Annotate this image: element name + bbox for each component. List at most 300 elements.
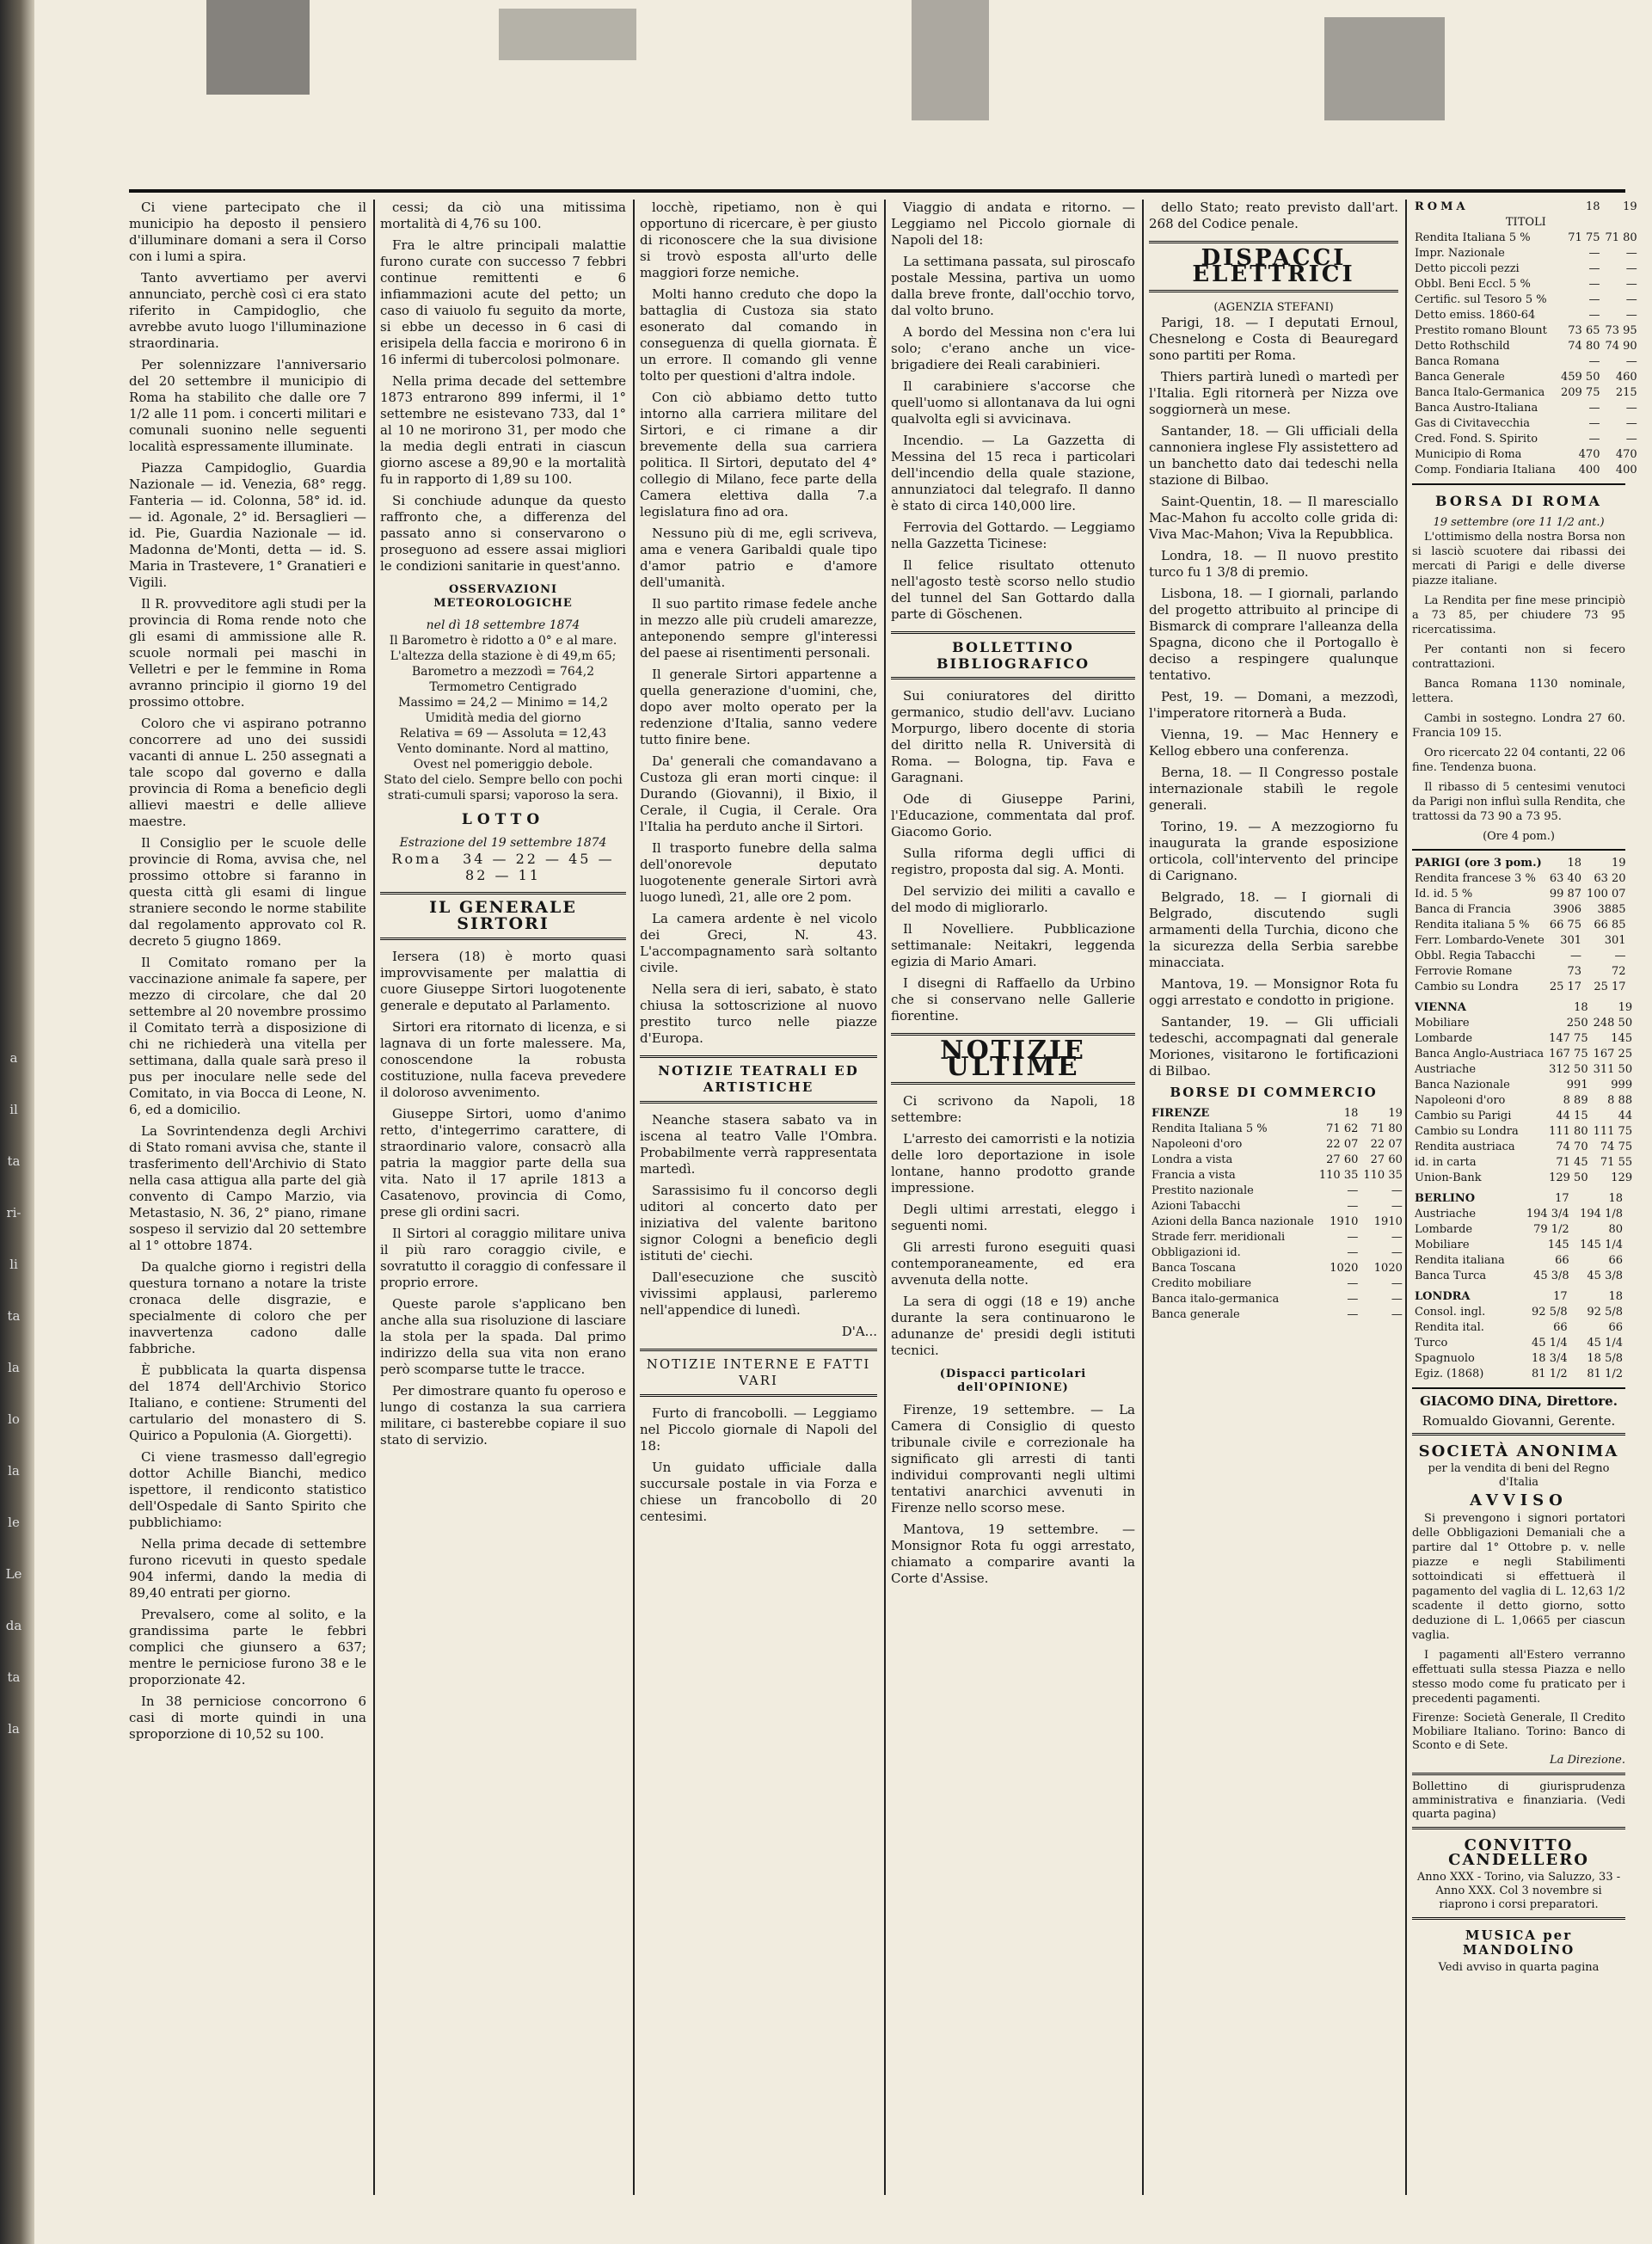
parigi-row bbox=[1412, 887, 1629, 902]
security-name: Consol. ingl. bbox=[1415, 1306, 1486, 1319]
margin-fragment: ta bbox=[7, 1308, 21, 1324]
meteo-line: Massimo = 24,2 — Minimo = 14,2 bbox=[398, 696, 608, 710]
roma-row bbox=[1412, 261, 1640, 277]
price-cell: 8 88 bbox=[1607, 1094, 1633, 1107]
price-cell: 74 70 bbox=[1556, 1140, 1588, 1153]
top-bleed-marks bbox=[138, 0, 1600, 129]
parigi-row bbox=[1412, 902, 1629, 918]
price-cell: 470 bbox=[1578, 448, 1600, 461]
bollettino-paragraph: Sulla riforma degli uffici di registro, proposta dal sig. A. Monti. bbox=[891, 845, 1135, 877]
security-name: Id. id. 5 % bbox=[1415, 888, 1473, 901]
lotto-date: Estrazione del 19 settembre 1874 bbox=[399, 836, 607, 850]
article-paragraph: Si conchiude adunque da questo raffronto che, a differenza del passato anno si conservarono o proseguono ad essere assai migliori le condizioni sanitarie in quest'anno. bbox=[380, 493, 626, 574]
borse-row bbox=[1149, 1153, 1405, 1168]
security-name: Union-Bank bbox=[1415, 1171, 1482, 1184]
article-paragraph: Piazza Campidoglio, Guardia Nazionale — id. Venezia, 68° regg. Fanteria — id. Colonna, 58° id. id. — id. Agonale, 2° id. Bersaglieri — id. Pie, Guardia Nazionale — id. Madonna de'Monti, detta — id. S. Maria in Trastevere, 1° Granatieri e Vigili. bbox=[129, 460, 366, 590]
margin-fragment: da bbox=[5, 1618, 22, 1633]
parigi-title: PARIGI (ore 3 pom.) bbox=[1415, 857, 1542, 870]
article-paragraph: Il trasporto funebre della salma dell'onorevole deputato luogotenente generale Sirtori avrà luogo lunedì, 21, alle ore 2 pom. bbox=[640, 840, 877, 905]
price-cell: — bbox=[1588, 309, 1600, 322]
sirtori-headline: IL GENERALE SIRTORI bbox=[380, 892, 626, 940]
sirtori-paragraph: Iersera (18) è morto quasi improvvisamente per malattia di cuore Giuseppe Sirtori luogotenente generale e deputato al Parlamento. bbox=[380, 949, 626, 1013]
price-cell: 209 75 bbox=[1560, 386, 1600, 399]
article-paragraph: Prevalsero, come al solito, e la grandissima parte le febbri complici che giunsero a 637; mentre le perniciose furono 38 e le proporzionate 42. bbox=[129, 1607, 366, 1688]
price-cell: 110 35 bbox=[1363, 1169, 1403, 1182]
borse-row bbox=[1149, 1245, 1405, 1261]
security-name: Obbl. Regia Tabacchi bbox=[1415, 950, 1536, 962]
price-cell: — bbox=[1588, 402, 1600, 415]
security-name: Lombarde bbox=[1415, 1223, 1473, 1236]
article-paragraph: Il felice risultato ottenuto nell'agosto testè scorso nello studio del tunnel del San Gottardo dalla parte di Göschenen. bbox=[891, 557, 1135, 622]
vienna-row bbox=[1412, 1016, 1635, 1031]
borsa-date: 19 settembre (ore 11 1/2 ant.) bbox=[1433, 516, 1605, 529]
security-name: Mobiliare bbox=[1415, 1017, 1470, 1030]
margin-fragment: Le bbox=[5, 1566, 22, 1582]
article-paragraph: Molti hanno creduto che dopo la battaglia di Custoza sia stato esonerato dal comando in conseguenza di quella giornata. È un errore. Il comando gli venne tolto per questioni d'altra indole. bbox=[640, 286, 877, 384]
column-divider bbox=[633, 200, 635, 2195]
price-cell: — bbox=[1347, 1184, 1359, 1197]
price-cell: 66 bbox=[1608, 1321, 1623, 1334]
berlino-row bbox=[1412, 1222, 1625, 1238]
ultime-paragraph: Ci scrivono da Napoli, 18 settembre: bbox=[891, 1093, 1135, 1125]
price-cell: — bbox=[1625, 293, 1637, 306]
article-paragraph: Da' generali che comandavano a Custoza gli eran morti cinque: il Durando (Giovanni), il Bixio, il Cerale, il Cugia, il Cerale. Ora l'Italia ha perduto anche il Sirtori. bbox=[640, 753, 877, 834]
article-paragraph: È pubblicata la quarta dispensa del 1874 dell'Archivio Storico Italiano, e contiene: Strumenti del cartulario del monastero di S. Quirico a Populonia (A. Giorgetti). bbox=[129, 1362, 366, 1443]
roma-row bbox=[1412, 401, 1640, 416]
price-cell: 71 45 bbox=[1556, 1156, 1588, 1169]
article-paragraph: Incendio. — La Gazzetta di Messina del 15 reca i particolari dell'incendio della quale stazione, annunziatoci dal telegrafo. Il danno è stato di circa 140,000 lire. bbox=[891, 433, 1135, 513]
price-cell: 72 bbox=[1611, 965, 1626, 978]
price-cell: 71 80 bbox=[1605, 231, 1637, 244]
security-name: Banca Italo-Germanica bbox=[1415, 386, 1545, 399]
berlino-row bbox=[1412, 1269, 1625, 1284]
borse-row bbox=[1149, 1122, 1405, 1137]
parigi-table bbox=[1412, 856, 1629, 995]
article-paragraph: Ci viene partecipato che il municipio ha deposto il pensiero d'illuminare domani a sera il Corso con i lumi a spira. bbox=[129, 200, 366, 264]
column-6 bbox=[1412, 200, 1637, 2195]
lotto-title: LOTTO bbox=[461, 811, 545, 828]
parigi-row bbox=[1412, 949, 1629, 964]
londra-title: LONDRA bbox=[1415, 1290, 1471, 1303]
londra-row bbox=[1412, 1351, 1625, 1367]
price-cell: — bbox=[1625, 247, 1637, 260]
vienna-row bbox=[1412, 1062, 1635, 1078]
musica-title: MUSICA per MANDOLINO bbox=[1462, 1927, 1575, 1958]
vienna-row bbox=[1412, 1093, 1635, 1109]
convitto-text: Anno XXX - Torino, via Saluzzo, 33 - Anno XXX. Col 3 novembre si riaprono i corsi preparatori. bbox=[1416, 1871, 1621, 1911]
londra-col-header: 17 bbox=[1553, 1290, 1568, 1303]
price-cell: 400 bbox=[1615, 464, 1637, 476]
ultime-paragraph: Degli ultimi arrestati, eleggo i seguenti nomi. bbox=[891, 1202, 1135, 1233]
ultime-headline: NOTIZIE ULTIME bbox=[891, 1033, 1135, 1085]
parigi-row bbox=[1412, 980, 1629, 995]
roma-table bbox=[1412, 200, 1640, 478]
security-name: Lombarde bbox=[1415, 1032, 1473, 1045]
article-paragraph: cessi; da ciò una mitissima mortalità di 4,76 su 100. bbox=[380, 200, 626, 231]
margin-fragment: ta bbox=[7, 1153, 21, 1169]
price-cell: — bbox=[1625, 355, 1637, 368]
price-cell: 63 40 bbox=[1549, 872, 1582, 885]
margin-fragment: la bbox=[8, 1360, 20, 1375]
security-name: Turco bbox=[1415, 1337, 1448, 1349]
price-cell: 71 62 bbox=[1326, 1122, 1359, 1135]
borse-row bbox=[1149, 1168, 1405, 1183]
column-1 bbox=[129, 200, 366, 2195]
security-name: Rendita italiana 5 % bbox=[1415, 919, 1530, 931]
bollettino-ad: Bollettino di giurisprudenza amministrativa e finanziaria. (Vedi quarta pagina) bbox=[1412, 1773, 1625, 1827]
borse-row bbox=[1149, 1137, 1405, 1153]
column-divider bbox=[1142, 200, 1144, 2195]
meteo-line: Il Barometro è ridotto a 0° e al mare. L'altezza della stazione è di 49,m 65; bbox=[389, 634, 617, 663]
borsa-paragraph: Cambi in sostegno. Londra 27 60. Francia 109 15. bbox=[1412, 712, 1625, 740]
security-name: Banca Toscana bbox=[1151, 1262, 1237, 1275]
price-cell: — bbox=[1391, 1231, 1403, 1244]
security-name: Napoleoni d'oro bbox=[1151, 1138, 1243, 1151]
price-cell: 81 1/2 bbox=[1587, 1368, 1623, 1380]
meteo-title: OSSERVAZIONI METEOROLOGICHE bbox=[433, 583, 573, 610]
borse-row bbox=[1149, 1230, 1405, 1245]
vienna-title: VIENNA bbox=[1415, 1001, 1466, 1014]
price-cell: 1020 bbox=[1373, 1262, 1403, 1275]
parigi-col-header: 18 bbox=[1567, 857, 1582, 870]
bollettino-paragraph: I disegni di Raffaello da Urbino che si conservano nelle Gallerie fiorentine. bbox=[891, 975, 1135, 1024]
sirtori-paragraph: Giuseppe Sirtori, uomo d'animo retto, d'integerrimo carattere, di straordinario valore, consacrò alla patria la maggior parte della sua vita. Nato il 17 aprile 1813 a Casatenovo, provincia di Como, prese gli ordini sacri. bbox=[380, 1106, 626, 1220]
price-cell: — bbox=[1614, 950, 1626, 962]
article-paragraph: Ferrovia del Gottardo. — Leggiamo nella Gazzetta Ticinese: bbox=[891, 520, 1135, 551]
security-name: Comp. Fondiaria Italiana bbox=[1415, 464, 1556, 476]
security-name: Strade ferr. meridionali bbox=[1151, 1231, 1286, 1244]
price-cell: 145 1/4 bbox=[1580, 1239, 1623, 1251]
bollettino-paragraph: Il Novelliere. Pubblicazione settimanale: Neitakri, leggenda egizia di Mario Amari. bbox=[891, 921, 1135, 969]
meteo-line: Termometro Centigrado bbox=[429, 680, 577, 694]
price-cell: — bbox=[1570, 950, 1582, 962]
security-name: Banca Austro-Italiana bbox=[1415, 402, 1538, 415]
sirtori-paragraph: Queste parole s'applicano ben anche alla sua risoluzione di lasciare la stola per la spada. Dal primo indirizzo della sua vita non erano però scomparse tutte le tracce. bbox=[380, 1296, 626, 1377]
price-cell: 44 bbox=[1618, 1110, 1633, 1122]
parigi-col-header: 19 bbox=[1611, 857, 1626, 870]
column-2 bbox=[380, 200, 626, 2195]
security-name: Banca Turca bbox=[1415, 1270, 1487, 1282]
security-name: Rendita francese 3 % bbox=[1415, 872, 1536, 885]
price-cell: 3906 bbox=[1552, 903, 1582, 916]
londra-row bbox=[1412, 1305, 1625, 1320]
price-cell: 145 bbox=[1611, 1032, 1633, 1045]
societa-title: SOCIETÀ ANONIMA bbox=[1418, 1442, 1619, 1460]
dispaccio-paragraph: Parigi, 18. — I deputati Ernoul, Chesnelong e Costa di Beauregard sono partiti per Roma. bbox=[1149, 315, 1398, 363]
borse-row bbox=[1149, 1292, 1405, 1307]
article-paragraph: Da qualche giorno i registri della questura tornano a notare la triste cronaca delle disgrazie, e specialmente di coloro che per inavvertenza cadono dalle fabbriche. bbox=[129, 1259, 366, 1356]
price-cell: — bbox=[1391, 1200, 1403, 1213]
security-name: Banca di Francia bbox=[1415, 903, 1511, 916]
ultime-paragraph: La sera di oggi (18 e 19) anche durante la sera continuarono le adunanze de' presidi degli istituti tecnici. bbox=[891, 1294, 1135, 1358]
roma-col-header: 19 bbox=[1623, 200, 1637, 213]
security-name: Cambio su Parigi bbox=[1415, 1110, 1512, 1122]
security-name: Cambio su Londra bbox=[1415, 1125, 1519, 1138]
article-paragraph: Il R. provveditore agli studi per la provincia di Roma rende noto che gli esami di ammissione alle R. scuole normali pei maschi in Velletri e per le femmine in Roma avranno principio il giorno 19 del prossimo ottobre. bbox=[129, 596, 366, 710]
price-cell: 99 87 bbox=[1549, 888, 1582, 901]
price-cell: 45 1/4 bbox=[1532, 1337, 1568, 1349]
borsa-paragraph: Oro ricercato 22 04 contanti, 22 06 fine. Tendenza buona. bbox=[1412, 747, 1625, 774]
borsa-paragraph: L'ottimismo della nostra Borsa non si lasciò scuotere dai ribassi dei mercati di Parigi e delle diverse piazze italiane. bbox=[1412, 531, 1625, 587]
security-name: Detto emiss. 1860-64 bbox=[1415, 309, 1536, 322]
price-cell: 1020 bbox=[1330, 1262, 1359, 1275]
roma-row bbox=[1412, 354, 1640, 370]
security-name: Prestito nazionale bbox=[1151, 1184, 1254, 1197]
opinione-paragraph: Mantova, 19 settembre. — Monsignor Rota fu oggi arrestato, chiamato a comparire avanti la Corte d'Assise. bbox=[891, 1522, 1135, 1586]
security-name: Municipio di Roma bbox=[1415, 448, 1522, 461]
security-name: Ferr. Lombardo-Venete bbox=[1415, 934, 1545, 947]
price-cell: 79 1/2 bbox=[1533, 1223, 1569, 1236]
vienna-row bbox=[1412, 1047, 1635, 1062]
security-name: Detto Rothschild bbox=[1415, 340, 1510, 353]
dispaccio-paragraph: Pest, 19. — Domani, a mezzodì, l'imperatore ritornerà a Buda. bbox=[1149, 689, 1398, 721]
article-paragraph: Il carabiniere s'accorse che quell'uomo si allontanava da lui ogni qualvolta egli si avvicinava. bbox=[891, 378, 1135, 427]
borsa-paragraph: La Rendita per fine mese principiò a 73 85, per chiudere 73 95 ricercatissima. bbox=[1412, 594, 1625, 636]
lotto-numbers: 34 — 22 — 45 — 82 — 11 bbox=[463, 851, 615, 883]
musica-text: Vedi avviso in quarta pagina bbox=[1438, 1961, 1600, 1974]
security-name: Banca Nazionale bbox=[1415, 1079, 1510, 1091]
ultime-paragraph: Gli arresti furono eseguiti quasi contemporaneamente, ed era avvenuta della notte. bbox=[891, 1239, 1135, 1288]
borse-row bbox=[1149, 1276, 1405, 1292]
borsa-tail: (Ore 4 pom.) bbox=[1483, 830, 1555, 843]
column-3 bbox=[640, 200, 877, 2195]
column-divider bbox=[1405, 200, 1407, 2195]
borse-title: BORSE DI COMMERCIO bbox=[1170, 1085, 1378, 1100]
security-name: Banca italo-germanica bbox=[1151, 1293, 1280, 1306]
price-cell: 301 bbox=[1560, 934, 1582, 947]
security-name: Credito mobiliare bbox=[1151, 1277, 1252, 1290]
opinione-paragraph: Firenze, 19 settembre. — La Camera di Consiglio di questo tribunale civile e correzionale ha significato gli arresti di tanti individui comprovanti negli ultimi tentativi anarchici avvenuti in Firenze nello scorso mese. bbox=[891, 1402, 1135, 1515]
margin-fragment: la bbox=[8, 1721, 20, 1737]
security-name: Cred. Fond. S. Spirito bbox=[1415, 433, 1538, 446]
article-paragraph: A bordo del Messina non c'era lui solo; c'erano anche un vice-brigadiere dei Reali carabinieri. bbox=[891, 324, 1135, 372]
security-name: Rendita austriaca bbox=[1415, 1140, 1515, 1153]
security-name: Gas di Civitavecchia bbox=[1415, 417, 1531, 430]
margin-fragment: il bbox=[9, 1102, 18, 1117]
price-cell: 71 75 bbox=[1568, 231, 1600, 244]
price-cell: — bbox=[1588, 278, 1600, 291]
price-cell: 470 bbox=[1615, 448, 1637, 461]
margin-fragment: ta bbox=[7, 1669, 21, 1685]
security-name: Cambio su Londra bbox=[1415, 981, 1519, 993]
borse-city: FIRENZE bbox=[1151, 1107, 1210, 1120]
article-paragraph: Il Comitato romano per la vaccinazione animale fa sapere, per mezzo di circolare, che dal 20 settembre al 20 novembre prossimo il Comitato terrà a disposizione di chi ne richiederà una vitella per settimana, dalla quale sarà preso il pus per inoculare nelle sede del Comitato, in via Bocca di Leone, N. 6, ed a domicilio. bbox=[129, 955, 366, 1117]
price-cell: — bbox=[1347, 1231, 1359, 1244]
price-cell: 45 3/8 bbox=[1533, 1270, 1569, 1282]
article-paragraph: Nessuno più di me, egli scriveva, ama e venera Garibaldi quale tipo d'amor patrio e d'amore dell'umanità. bbox=[640, 526, 877, 590]
price-cell: 459 50 bbox=[1560, 371, 1600, 384]
price-cell: 110 35 bbox=[1318, 1169, 1359, 1182]
dispaccio-paragraph: Londra, 18. — Il nuovo prestito turco fu 1 3/8 di premio. bbox=[1149, 548, 1398, 580]
ultime-paragraph: L'arresto dei camorristi e la notizia delle loro deportazione in isole lontane, hanno prodotto grande impressione. bbox=[891, 1131, 1135, 1196]
security-name: id. in carta bbox=[1415, 1156, 1477, 1169]
opinione-headline: (Dispacci particolari dell'OPINIONE) bbox=[939, 1368, 1087, 1394]
security-name: Rendita ital. bbox=[1415, 1321, 1484, 1334]
price-cell: — bbox=[1391, 1277, 1403, 1290]
londra-row bbox=[1412, 1320, 1625, 1336]
article-paragraph: Tanto avvertiamo per avervi annunciato, perchè così ci era stato riferito in Campidoglio, che avrebbe avuto luogo l'illuminazione straordinaria. bbox=[129, 270, 366, 351]
column-divider bbox=[884, 200, 886, 2195]
security-name: Certific. sul Tesoro 5 % bbox=[1415, 293, 1547, 306]
bollettino-paragraph: Ode di Giuseppe Parini, l'Educazione, commentata dal prof. Giacomo Gorio. bbox=[891, 791, 1135, 839]
price-cell: 27 60 bbox=[1326, 1153, 1359, 1166]
security-name: Austriache bbox=[1415, 1208, 1477, 1220]
dispaccio-paragraph: Thiers partirà lunedì o martedì per l'Italia. Egli ritornerà per Nizza ove soggiornerà un mese. bbox=[1149, 369, 1398, 417]
price-cell: — bbox=[1347, 1200, 1359, 1213]
price-cell: 991 bbox=[1566, 1079, 1588, 1091]
teatri-signature: D'A... bbox=[841, 1324, 877, 1339]
left-margin-fragments bbox=[0, 1032, 28, 1755]
price-cell: 250 bbox=[1566, 1017, 1588, 1030]
security-name: Obbl. Beni Eccl. 5 % bbox=[1415, 278, 1531, 291]
security-name: Obbligazioni id. bbox=[1151, 1246, 1241, 1259]
musica-ad bbox=[1412, 1917, 1625, 1980]
price-cell: — bbox=[1588, 293, 1600, 306]
londra-row bbox=[1412, 1367, 1625, 1382]
margin-fragment: la bbox=[8, 1463, 20, 1479]
price-cell: 311 50 bbox=[1593, 1063, 1633, 1076]
lotto-row bbox=[380, 851, 626, 883]
price-cell: 22 07 bbox=[1326, 1138, 1359, 1151]
price-cell: 92 5/8 bbox=[1532, 1306, 1568, 1319]
price-cell: — bbox=[1625, 278, 1637, 291]
vienna-row bbox=[1412, 1124, 1635, 1140]
article-paragraph: Coloro che vi aspirano potranno concorrere ad uno dei sussidi vacanti di annue L. 250 assegnati a tale scopo dal governo e dalla provincia di Roma a beneficio degli allievi maestri e delle allieve maestre. bbox=[129, 716, 366, 829]
borse-row bbox=[1149, 1183, 1405, 1199]
price-cell: — bbox=[1347, 1277, 1359, 1290]
security-name: Banca Anglo-Austriaca bbox=[1415, 1048, 1545, 1061]
price-cell: 74 90 bbox=[1605, 340, 1637, 353]
gerente: Romualdo Giovanni, Gerente. bbox=[1422, 1413, 1616, 1429]
security-name: Napoleoni d'oro bbox=[1415, 1094, 1506, 1107]
vienna-table bbox=[1412, 1000, 1635, 1186]
direttore: GIACOMO DINA, Direttore. bbox=[1420, 1393, 1618, 1409]
security-name: Azioni della Banca nazionale bbox=[1151, 1215, 1314, 1228]
vienna-row bbox=[1412, 1109, 1635, 1124]
security-name: Rendita Italiana 5 % bbox=[1415, 231, 1531, 244]
roma-row bbox=[1412, 447, 1640, 463]
vienna-row bbox=[1412, 1171, 1635, 1186]
article-paragraph: Viaggio di andata e ritorno. — Leggiamo nel Piccolo giornale di Napoli del 18: bbox=[891, 200, 1135, 248]
security-name: Austriache bbox=[1415, 1063, 1477, 1076]
price-cell: 66 bbox=[1555, 1254, 1569, 1267]
roma-row bbox=[1412, 246, 1640, 261]
price-cell: — bbox=[1625, 309, 1637, 322]
vienna-col-header: 19 bbox=[1618, 1001, 1633, 1014]
price-cell: 18 3/4 bbox=[1532, 1352, 1568, 1365]
price-cell: 66 75 bbox=[1549, 919, 1582, 931]
price-cell: — bbox=[1391, 1246, 1403, 1259]
roma-row bbox=[1412, 231, 1640, 246]
margin-fragment: li bbox=[9, 1257, 18, 1272]
price-cell: 8 89 bbox=[1563, 1094, 1588, 1107]
article-paragraph: La Sovrintendenza degli Archivi di Stato romani avvisa che, stante il trasferimento dell'Archivio di Stato nella casa attigua alla parte del già convento di Campo Marzio, via Metastasio, N. 36, 2° piano, rimane sospeso il servizio dal 20 settembre al 1° ottobre 1874. bbox=[129, 1123, 366, 1253]
column-4 bbox=[891, 200, 1135, 2195]
dispacci-subtitle: (AGENZIA STEFANI) bbox=[1213, 301, 1334, 314]
roma-row bbox=[1412, 416, 1640, 432]
meteo-line: Vento dominante. Nord al mattino, Ovest nel pomeriggio debole. bbox=[396, 742, 610, 772]
price-cell: — bbox=[1588, 355, 1600, 368]
price-cell: 301 bbox=[1604, 934, 1626, 947]
price-cell: — bbox=[1347, 1308, 1359, 1321]
parigi-row bbox=[1412, 918, 1629, 933]
price-cell: 71 55 bbox=[1600, 1156, 1633, 1169]
price-cell: 66 bbox=[1553, 1321, 1568, 1334]
roma-title: ROMA bbox=[1415, 200, 1469, 213]
price-cell: 100 07 bbox=[1587, 888, 1626, 901]
security-name: Banca Generale bbox=[1415, 371, 1505, 384]
avviso-signature: La Direzione. bbox=[1549, 1754, 1625, 1767]
roma-col-header: 18 bbox=[1585, 200, 1600, 213]
article-paragraph: Per solennizzare l'anniversario del 20 settembre il municipio di Roma ha stabilito che dalle ore 7 1/2 alle 11 pom. i concerti militari e comunali suonino nelle seguenti località espressamente illuminate. bbox=[129, 357, 366, 454]
teatri-paragraph: Sarassisimo fu il concorso degli uditori al concerto dato per iniziativa del valente baritono signor Cologni a beneficio degli istituti de' ciechi. bbox=[640, 1183, 877, 1263]
roma-row bbox=[1412, 308, 1640, 323]
price-cell: 25 17 bbox=[1549, 981, 1582, 993]
price-cell: 167 25 bbox=[1593, 1048, 1633, 1061]
price-cell: 129 bbox=[1611, 1171, 1633, 1184]
price-cell: 74 75 bbox=[1600, 1140, 1633, 1153]
price-cell: 400 bbox=[1578, 464, 1600, 476]
sirtori-paragraph: Sirtori era ritornato di licenza, e si lagnava di un forte malessere. Ma, conoscendone la robusta costituzione, nulla faceva prevedere il doloroso avvenimento. bbox=[380, 1019, 626, 1100]
roma-subtitle: TITOLI bbox=[1505, 216, 1546, 229]
borse-row bbox=[1149, 1214, 1405, 1230]
price-cell: 248 50 bbox=[1593, 1017, 1633, 1030]
security-name: Spagnuolo bbox=[1415, 1352, 1475, 1365]
societa-subtitle: per la vendita di beni del Regno d'Italia bbox=[1428, 1462, 1610, 1489]
article-paragraph: La settimana passata, sul piroscafo postale Messina, partiva un uomo dalla breve fronte, dall'occhio torvo, dal volto bruno. bbox=[891, 254, 1135, 318]
vienna-row bbox=[1412, 1140, 1635, 1155]
avviso-title: AVVISO bbox=[1470, 1491, 1568, 1509]
price-cell: — bbox=[1625, 417, 1637, 430]
margin-fragment: le bbox=[8, 1515, 20, 1530]
security-name: Egiz. (1868) bbox=[1415, 1368, 1484, 1380]
roma-row bbox=[1412, 370, 1640, 385]
price-cell: — bbox=[1391, 1293, 1403, 1306]
dispacci-headline: DISPACCI ELETTRICI bbox=[1149, 241, 1398, 292]
lotto-city: Roma bbox=[391, 851, 442, 867]
price-cell: 145 bbox=[1547, 1239, 1569, 1251]
borse-row bbox=[1149, 1307, 1405, 1323]
price-cell: 3885 bbox=[1597, 903, 1626, 916]
borsa-title: BORSA DI ROMA bbox=[1435, 493, 1602, 509]
roma-row bbox=[1412, 385, 1640, 401]
avviso-paragraph: Si prevengono i signori portatori delle Obbligazioni Demaniali che a partire dal 1° Ottobre p. v. nelle piazze e negli Stabilimenti sottoindicati si effettuerà il pagamento del vaglia di L. 12,63 1/2 scadente il detto giorno, sotto deduzione di L. 1,0665 per ciascun vaglia. bbox=[1412, 1512, 1625, 1642]
price-cell: — bbox=[1588, 433, 1600, 446]
vienna-row bbox=[1412, 1078, 1635, 1093]
price-cell: 27 60 bbox=[1370, 1153, 1403, 1166]
parigi-row bbox=[1412, 871, 1629, 887]
berlino-row bbox=[1412, 1238, 1625, 1253]
interne-paragraph: Un guidato ufficiale dalla succursale postale in via Forza e chiese un francobollo di 20 centesimi. bbox=[640, 1460, 877, 1524]
dispaccio-paragraph: Santander, 19. — Gli ufficiali tedeschi, accompagnati dal generale Moriones, visitarono le fortificazioni di Bilbao. bbox=[1149, 1014, 1398, 1079]
avviso-paragraph: I pagamenti all'Estero verranno effettuati sulla stessa Piazza e nello stesso modo come fu praticato per i precedenti pagamenti. bbox=[1412, 1649, 1625, 1706]
margin-fragment: a bbox=[9, 1050, 18, 1066]
price-cell: 460 bbox=[1615, 371, 1637, 384]
price-cell: 80 bbox=[1608, 1223, 1623, 1236]
article-paragraph: Il Consiglio per le scuole delle provincie di Roma, avvisa che, nel prossimo ottobre si faranno in questa città gli esami di lingue straniere secondo le norme stabilite dal regolamento approvato col R. decreto 5 giugno 1869. bbox=[129, 835, 366, 949]
margin-fragment: lo bbox=[8, 1411, 20, 1427]
vienna-row bbox=[1412, 1155, 1635, 1171]
berlino-col-header: 18 bbox=[1608, 1192, 1623, 1205]
price-cell: 129 50 bbox=[1549, 1171, 1588, 1184]
price-cell: — bbox=[1391, 1308, 1403, 1321]
roma-row bbox=[1412, 292, 1640, 308]
price-cell: 312 50 bbox=[1549, 1063, 1588, 1076]
meteo-line: Stato del cielo. Sempre bello con pochi strati-cumuli sparsi; vaporoso la sera. bbox=[384, 773, 623, 802]
price-cell: 194 3/4 bbox=[1526, 1208, 1569, 1220]
margin-fragment: ri- bbox=[6, 1205, 21, 1220]
interne-paragraph: Furto di francobolli. — Leggiamo nel Piccolo giornale di Napoli del 18: bbox=[640, 1405, 877, 1454]
